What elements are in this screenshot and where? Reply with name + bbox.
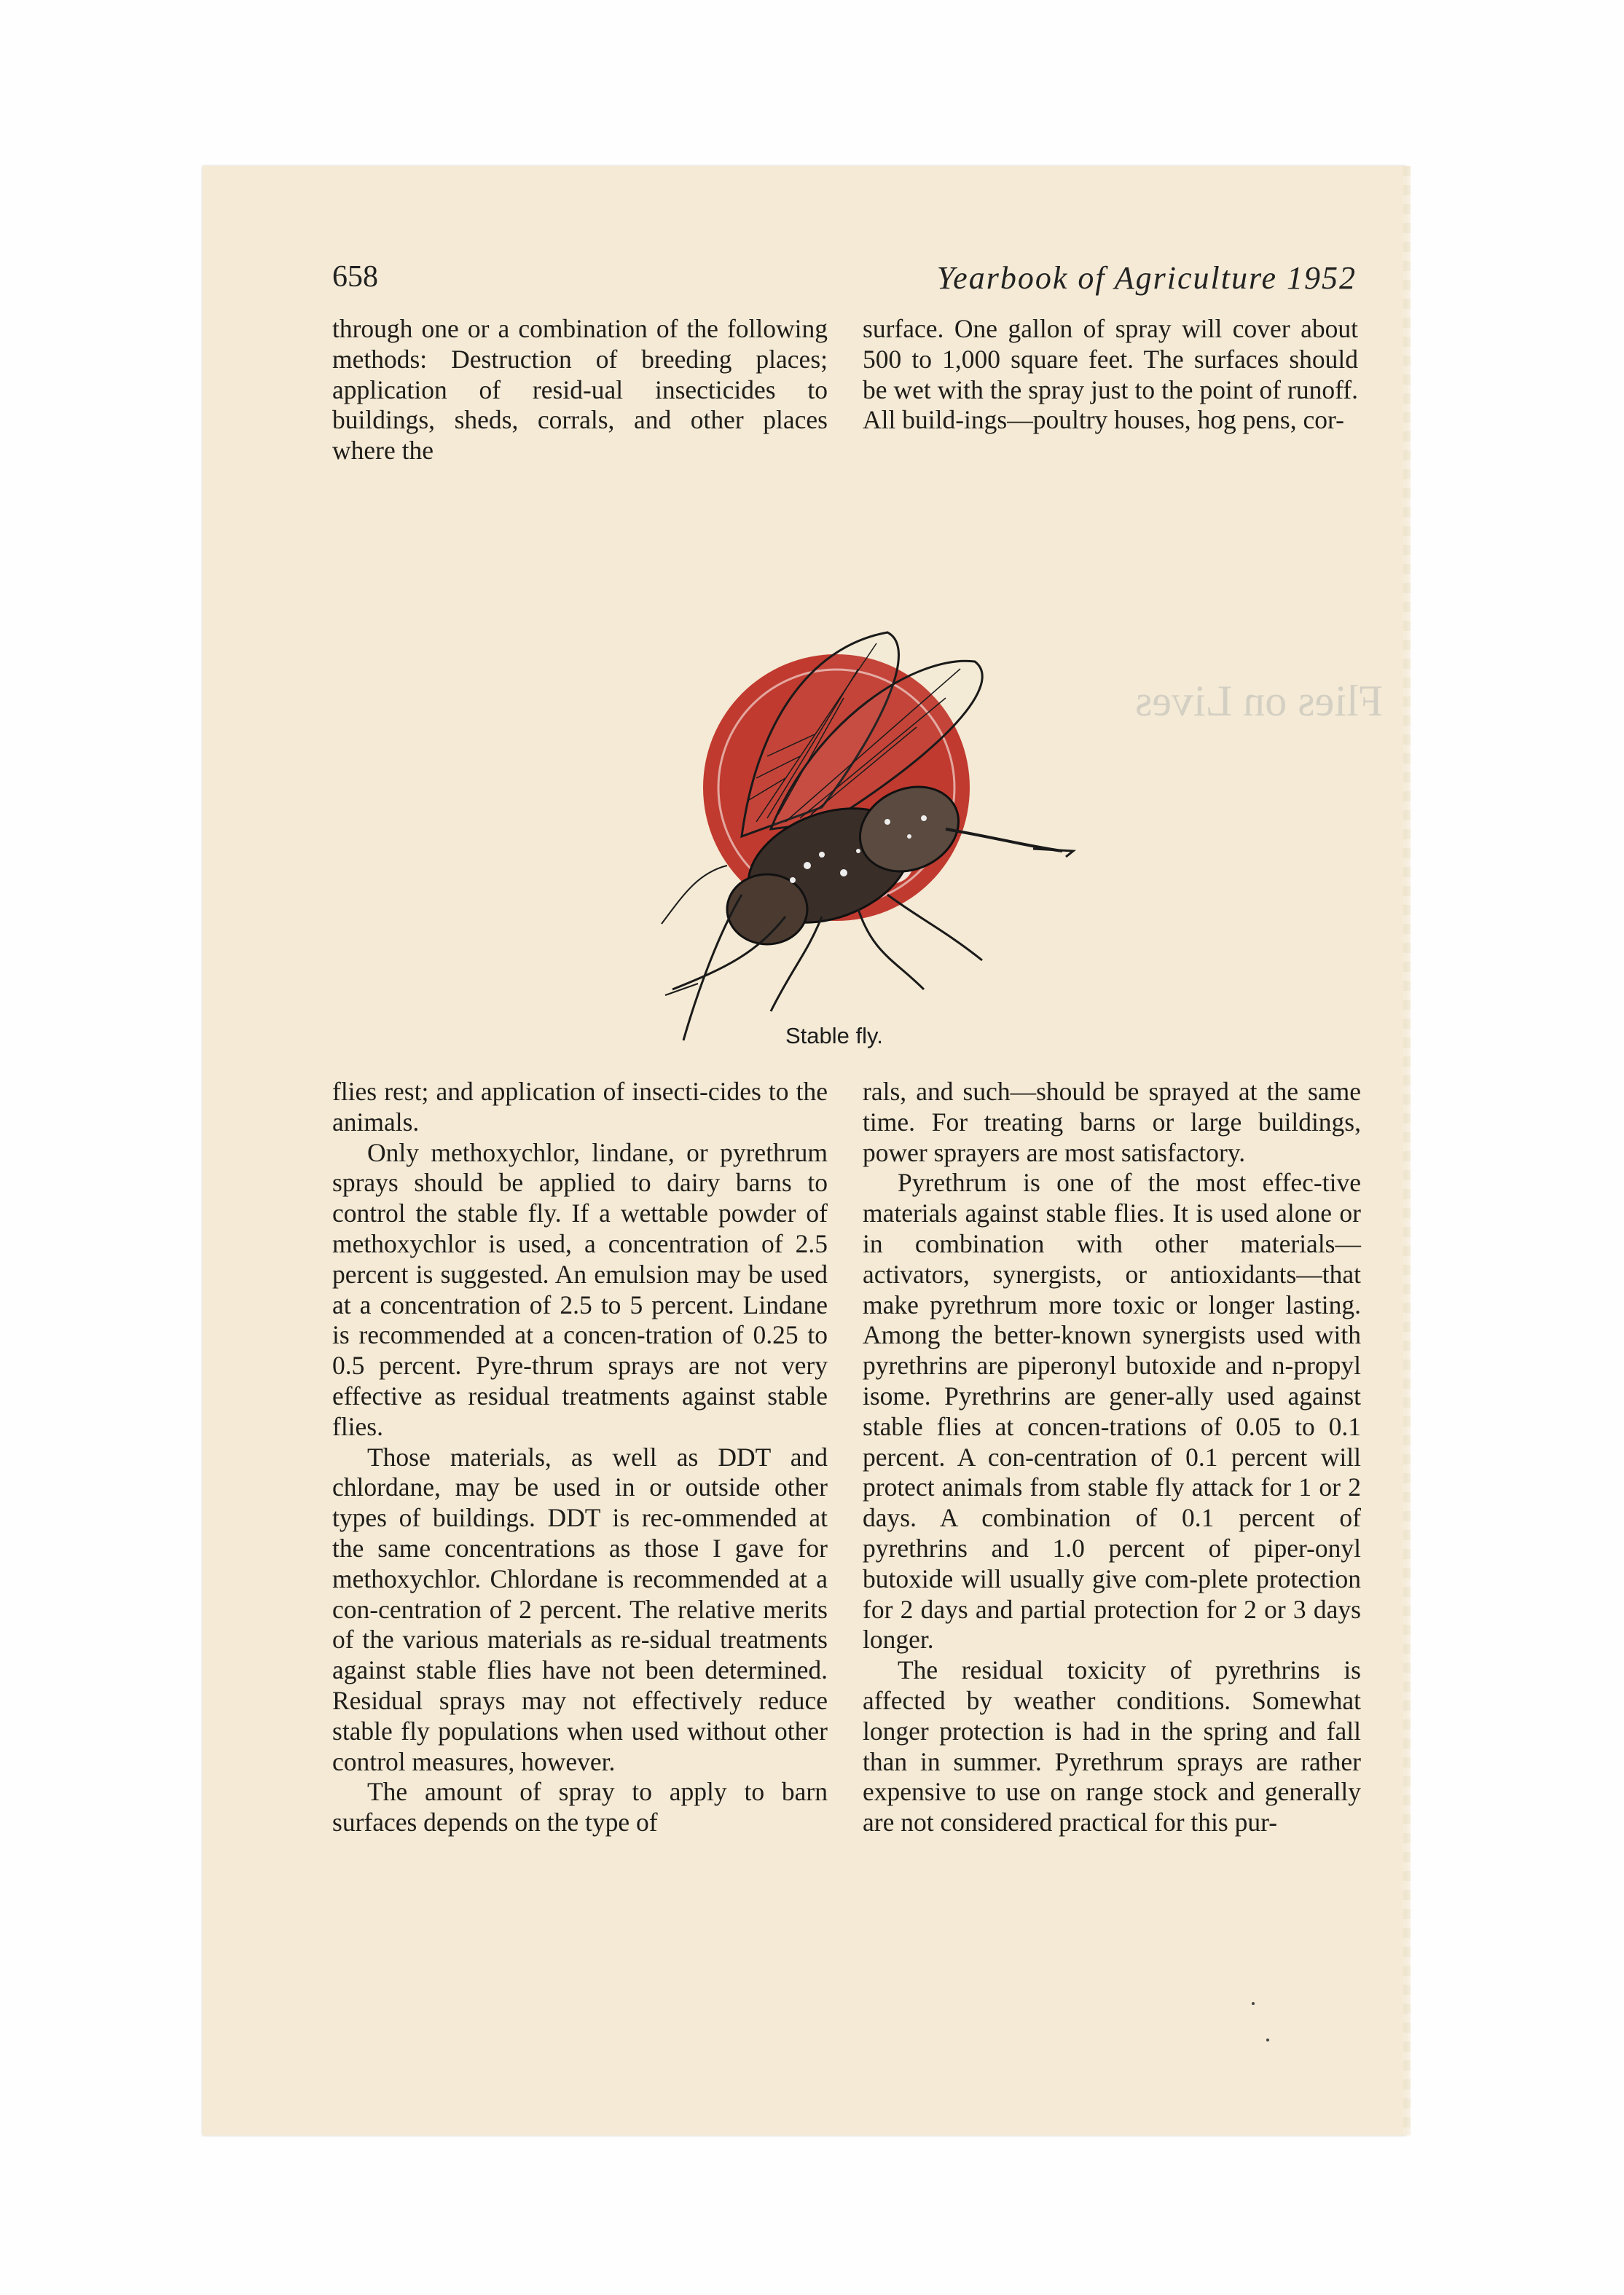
stable-fly-illustration [479,487,1412,1070]
column-bottom-left [332,1077,828,1838]
paragraph: Pyrethrum is one of the most effec-tive materials against stable flies. It is used alone or in combination with other materials—activators, synergists, or antioxidants—that make pyrethrum more toxic or longer lasting. Among the better-known synergists used with pyrethrins are piperonyl butoxide and n-propyl isome. Pyrethrins are gener-ally used against stable flies at concen-trations of 0.05 to 0.1 percent. A con-centration of 0.1 percent will protect animals from stable fly attack for 1 or 2 days. A combination of 0.1 percent of pyrethrins and 1.0 percent of piper-onyl butoxide will usually give com-plete protection for 2 days and partial protection for 2 or 3 days longer. [863,1168,1361,1655]
column-bottom-right [863,1077,1361,1838]
figure-caption: Stable fly. [785,1023,883,1048]
bleed-through-heading: Flies on Lives [1135,677,1383,725]
paragraph: Only methoxychlor, lindane, or pyrethrum sprays should be applied to dairy barns to control the stable fly. If a wettable powder of methoxychlor is used, a concentration of 2.5 percent is suggested. An emulsion may be used at a concentration of 2.5 to 5 percent. Lindane is recommended at a concen-tration of 0.25 to 0.5 percent. Pyre-thrum sprays are not very effective as residual treatments against stable flies. [332,1137,828,1441]
page-number: 658 [332,260,378,294]
paragraph: Those materials, as well as DDT and chlordane, may be used in or outside other types of buildings. DDT is rec-ommended at the same concentrations as those I gave for methoxychlor. Chlordane is recommended at a con-centration of 2 percent. The relative merits of the various materials as re-sidual treatments against stable flies have not been determined. Residual sprays may not effectively reduce stable fly populations when used without other control measures, however. [332,1442,828,1776]
paragraph: The residual toxicity of pyrethrins is affected by weather conditions. Somewhat longer protection is had in the spring and fall than in summer. Pyrethrum sprays are rather expensive to use on range stock and generally are not considered practical for this pur- [863,1655,1361,1837]
torn-edge [1403,166,1411,2135]
book-page [203,166,1406,2135]
column-top-left [332,314,828,466]
paragraph: rals, and such—should be sprayed at the same time. For treating barns or large buildings, power sprayers are most satisfactory. [863,1077,1361,1167]
paragraph: The amount of spray to apply to barn surfaces depends on the type of [332,1777,828,1837]
running-head: Yearbook of Agriculture 1952 [936,260,1357,296]
paragraph: through one or a combination of the following methods: Destruction of breeding places; application of resid-ual insecticides to buildings, sheds, corrals, and other places where the [332,314,828,466]
column-top-right [863,314,1358,436]
paragraph: flies rest; and application of insecti-cides to the animals. [332,1077,828,1137]
paragraph: surface. One gallon of spray will cover about 500 to 1,000 square feet. The surfaces should be wet with the spray just to the point of runoff. All build-ings—poultry houses, hog pens, cor- [863,314,1358,435]
